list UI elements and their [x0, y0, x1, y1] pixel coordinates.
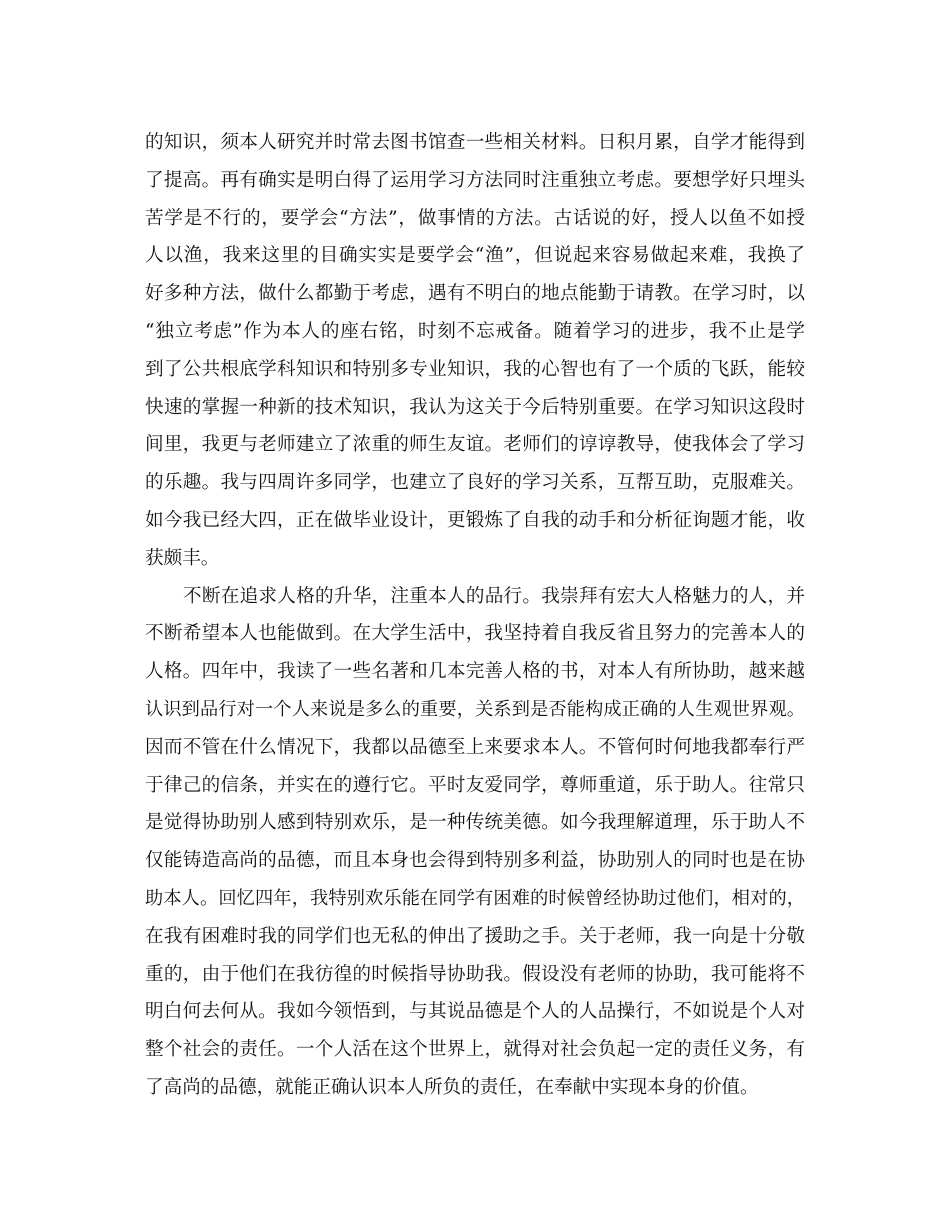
text-line: 认识到品行对一个人来说是多么的重要，关系到是否能构成正确的人生观世界观。 [145, 698, 805, 720]
text-line: 仅能铸造高尚的品德，而且本身也会得到特别多利益，协助别人的同时也是在协 [145, 850, 805, 872]
text-line: 明白何去何从。我如今领悟到，与其说品德是个人的人品操行，不如说是个人对 [145, 1001, 805, 1023]
text-line: 了提高。再有确实是明白得了运用学习方法同时注重独立考虑。要想学好只埋头 [145, 169, 805, 191]
text-line: 好多种方法，做什么都勤于考虑，遇有不明白的地点能勤于请教。在学习时，以 [145, 283, 805, 305]
text-line: 快速的掌握一种新的技术知识，我认为这关于今后特别重要。在学习知识这段时 [145, 396, 805, 418]
text-line: 整个社会的责任。一个人活在这个世界上，就得对社会负起一定的责任义务，有 [145, 1039, 805, 1061]
text-line: 的乐趣。我与四周许多同学，也建立了良好的学习关系，互帮互助，克服难关。 [145, 472, 805, 494]
text-line: 因而不管在什么情况下，我都以品德至上来要求本人。不管何时何地我都奉行严 [145, 736, 805, 758]
text-line: 人以渔，我来这里的目确实实是要学会“渔”，但说起来容易做起来难，我换了 [145, 245, 805, 267]
text-line: 助本人。回忆四年，我特别欢乐能在同学有困难的时候曾经协助过他们，相对的， [145, 887, 805, 909]
text-line: 不断在追求人格的升华，注重本人的品行。我崇拜有宏大人格魅力的人，并 [183, 585, 805, 607]
text-line: 获颇丰。 [145, 547, 220, 569]
text-line: 是觉得协助别人感到特别欢乐，是一种传统美德。如今我理解道理，乐于助人不 [145, 812, 805, 834]
text-line: 重的，由于他们在我彷徨的时候指导协助我。假设没有老师的协助，我可能将不 [145, 963, 805, 985]
text-line: “独立考虑”作为本人的座右铭，时刻不忘戒备。随着学习的进步，我不止是学 [145, 320, 805, 342]
text-line: 在我有困难时我的同学们也无私的伸出了援助之手。关于老师，我一向是十分敬 [145, 925, 805, 947]
text-line: 于律己的信条，并实在的遵行它。平时友爱同学，尊师重道，乐于助人。往常只 [145, 774, 805, 796]
body-text [145, 124, 805, 1107]
text-line: 苦学是不行的，要学会“方法”，做事情的方法。古话说的好，授人以鱼不如授 [145, 207, 805, 229]
text-line: 如今我已经大四，正在做毕业设计，更锻炼了自我的动手和分析征询题才能，收 [145, 509, 805, 531]
text-line: 间里，我更与老师建立了浓重的师生友谊。老师们的谆谆教导，使我体会了学习 [145, 434, 805, 456]
text-line: 的知识，须本人研究并时常去图书馆查一些相关材料。日积月累，自学才能得到 [145, 132, 805, 153]
text-line: 不断希望本人也能做到。在大学生活中，我坚持着自我反省且努力的完善本人的 [145, 623, 805, 645]
text-line: 到了公共根底学科知识和特别多专业知识，我的心智也有了一个质的飞跃，能较 [145, 358, 805, 380]
text-line: 了高尚的品德，就能正确认识本人所负的责任，在奉献中实现本身的价值。 [145, 1076, 759, 1098]
text-line: 人格。四年中，我读了一些名著和几本完善人格的书，对本人有所协助，越来越 [145, 661, 805, 683]
